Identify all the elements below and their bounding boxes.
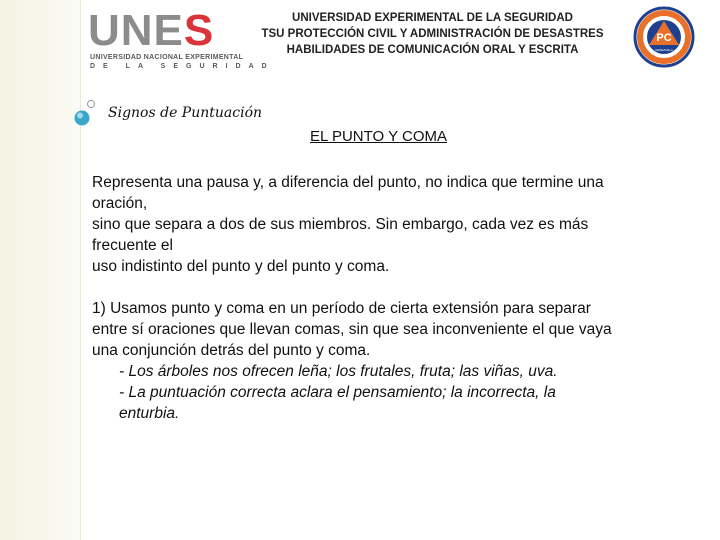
paragraph-1-line: sino que separa a dos de sus miembros. Sin embargo, cada vez es más <box>92 216 589 233</box>
paragraph-2-line: 1) Usamos punto y coma en un período de cierta extensión para separar <box>92 300 591 317</box>
paragraph-1-line: Representa una pausa y, a diferencia del punto, no indica que termine una <box>92 174 604 191</box>
example-line: enturbia. <box>119 405 180 422</box>
header-line-1: UNIVERSIDAD EXPERIMENTAL DE LA SEGURIDAD <box>292 12 573 24</box>
paragraph-1-line: uso indistinto del punto y del punto y coma. <box>92 258 390 275</box>
bullet-icon <box>72 98 98 128</box>
side-band <box>0 0 81 540</box>
paragraph-1-line: oración, <box>92 195 148 212</box>
example-line: - Los árboles nos ofrecen leña; los frutales, fruta; las viñas, uva. <box>119 363 558 380</box>
paragraph-1-line: frecuente el <box>92 237 173 254</box>
logo-subtitle-2: DE LA SEGURIDAD <box>90 63 275 70</box>
section-title: Signos de Puntuación <box>108 105 263 121</box>
proteccion-civil-seal <box>628 6 700 68</box>
header-line-3: HABILIDADES DE COMUNICACIÓN ORAL Y ESCRITA <box>286 44 579 56</box>
paragraph-2-line: una conjunción detrás del punto y coma. <box>92 342 371 359</box>
logo-wordmark: UNES <box>88 6 215 55</box>
unes-logo <box>88 6 275 70</box>
header-line-2: TSU PROTECCIÓN CIVIL Y ADMINISTRACIÓN DE DESASTRES <box>261 28 604 40</box>
example-line: - La puntuación correcta aclara el pensamiento; la incorrecta, la <box>119 384 556 401</box>
document-header <box>250 10 615 58</box>
paragraph-2-line: entre sí oraciones que llevan comas, sin que sea inconveniente el que vaya <box>92 321 612 338</box>
svg-text:PC: PC <box>656 32 672 44</box>
logo-subtitle-1: UNIVERSIDAD NACIONAL EXPERIMENTAL <box>90 54 244 61</box>
svg-text:VENEZUELA: VENEZUELA <box>655 48 673 52</box>
body-text <box>92 172 712 424</box>
page-title: EL PUNTO Y COMA <box>310 128 447 145</box>
